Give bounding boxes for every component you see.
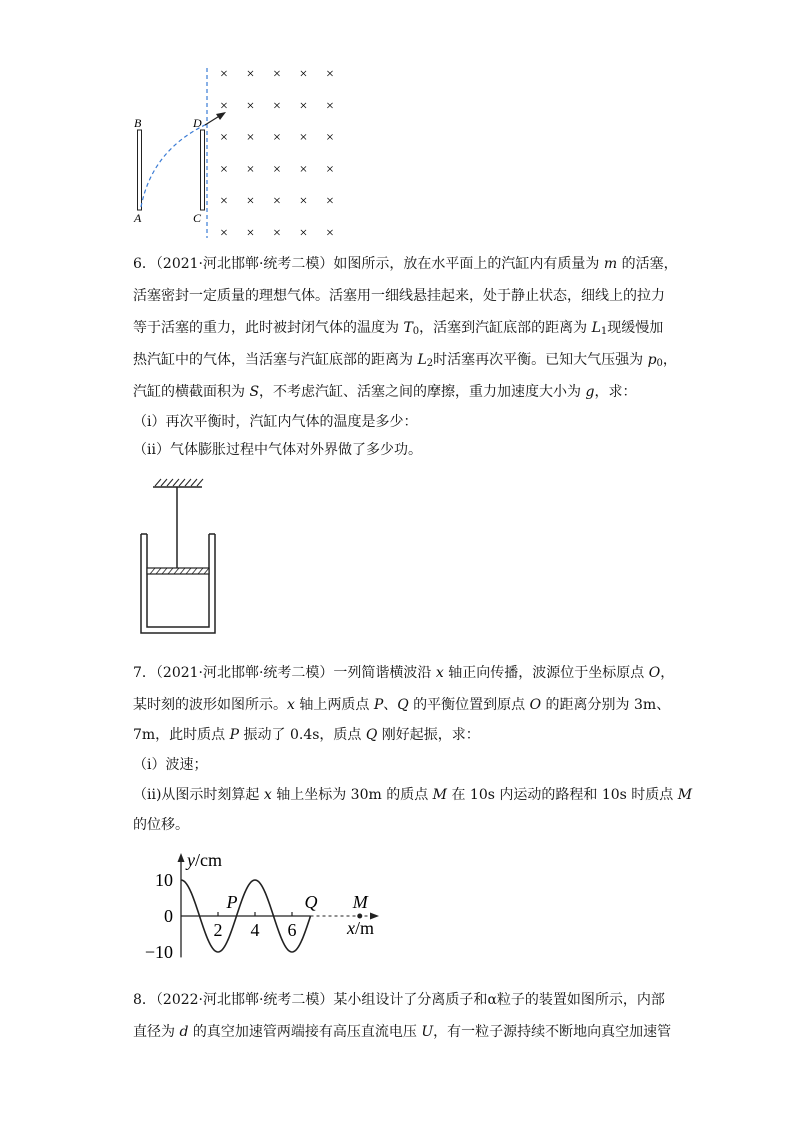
q7-line-6: 的位移。: [133, 817, 189, 833]
point-m: [357, 914, 362, 919]
field-cross: ×: [220, 226, 228, 241]
y-tick-label: 10: [155, 870, 173, 890]
label-b: B: [134, 116, 142, 130]
field-cross: ×: [299, 162, 308, 178]
q6-line-5: 汽缸的横截面积为 S，不考虑汽缸、活塞之间的摩擦，重力加速度大小为 g，求：: [133, 384, 637, 400]
field-cross: ×: [326, 162, 334, 178]
field-cross: ×: [299, 194, 308, 210]
label-c: C: [193, 211, 202, 225]
field-cross: ×: [246, 162, 255, 178]
x-tick-label: 2: [213, 920, 223, 940]
label-p: P: [226, 892, 238, 912]
field-cross: ×: [299, 130, 308, 146]
q6-line-1: 6．（2021·河北邯郸·统考二模）如图所示，放在水平面上的汽缸内有质量为 m 的活塞，: [133, 256, 678, 272]
field-cross: ×: [273, 194, 281, 210]
q6-line-4: 热汽缸中的气体，当活塞与汽缸底部的距离为 $L_2$时活塞再次平衡。已知大气压强为 $p_0$，: [133, 352, 677, 369]
field-cross: ×: [246, 67, 255, 82]
field-cross: ×: [299, 67, 308, 82]
field-cross: ×: [299, 226, 308, 241]
label-d: D: [193, 116, 202, 130]
field-cross: ×: [326, 98, 334, 114]
q8-line-1: 8．（2022·河北邯郸·统考二模）某小组设计了分离质子和α粒子的装置如图所示，内部: [133, 992, 665, 1008]
q6-line-3: 等于活塞的重力，此时被封闭气体的温度为 $T_0$，活塞到汽缸底部的距离为 $L_1$现缓慢加: [133, 320, 664, 337]
field-cross: ×: [273, 226, 281, 241]
wave-labels: [145, 850, 374, 962]
x-tick-label: 6: [287, 920, 297, 940]
field-cross: ×: [273, 130, 281, 146]
x-tick-label: 4: [250, 920, 260, 940]
y-tick-label: −10: [144, 942, 173, 962]
q7-line-5: （ii)从图示时刻算起 x 轴上坐标为 30m 的质点 M 在 10s 内运动的路程和 10s 时质点 M: [133, 787, 693, 803]
field-cross: ×: [326, 226, 334, 241]
field-cross: ×: [246, 130, 255, 146]
field-cross: ×: [273, 67, 281, 82]
field-cross: ×: [220, 130, 228, 146]
y-axis-arrow: [178, 853, 185, 862]
field-cross: ×: [246, 194, 255, 210]
q7-line-4: （i）波速；: [133, 757, 208, 773]
label-a: A: [134, 211, 142, 225]
q6-line-7: （ii）气体膨胀过程中气体对外界做了多少功。: [133, 442, 422, 458]
q6-line-2: 活塞密封一定质量的理想气体。活塞用一细线悬挂起来，处于静止状态，细线上的拉力: [133, 288, 665, 304]
field-cross: ×: [246, 98, 255, 114]
field-cross: ×: [273, 98, 281, 114]
y-tick-label: 0: [164, 906, 173, 926]
q8-line-2: 直径为 d 的真空加速管两端接有高压直流电压 U，有一粒子源持续不断地向真空加速管: [133, 1024, 672, 1040]
field-cross: ×: [246, 226, 255, 241]
field-cross: ×: [273, 162, 281, 178]
field-cross: ×: [326, 194, 334, 210]
q7-line-3: 7m，此时质点 P 振动了 0.4s，质点 Q 刚好起振，求：: [133, 727, 480, 743]
y-axis-label: y/cm: [187, 850, 222, 870]
field-cross: ×: [220, 162, 228, 178]
field-cross: ×: [220, 98, 228, 114]
field-cross: ×: [299, 98, 308, 114]
field-cross: ×: [220, 194, 228, 210]
q6-line-6: （i）再次平衡时，汽缸内气体的温度是多少：: [133, 414, 418, 430]
q7-line-2: 某时刻的波形如图所示。x 轴上两质点 P、Q 的平衡位置到原点 O 的距离分别为 3m、: [133, 697, 671, 713]
q7-line-1: 7．（2021·河北邯郸·统考二模）一列简谐横波沿 x 轴正向传播，波源位于坐标原点 O，: [133, 665, 675, 681]
label-q: Q: [304, 892, 318, 912]
label-m: M: [352, 892, 368, 912]
field-cross: ×: [326, 130, 334, 146]
field-cross: ×: [220, 67, 228, 82]
x-axis-label: x/m: [347, 918, 375, 938]
field-cross: ×: [326, 67, 334, 82]
